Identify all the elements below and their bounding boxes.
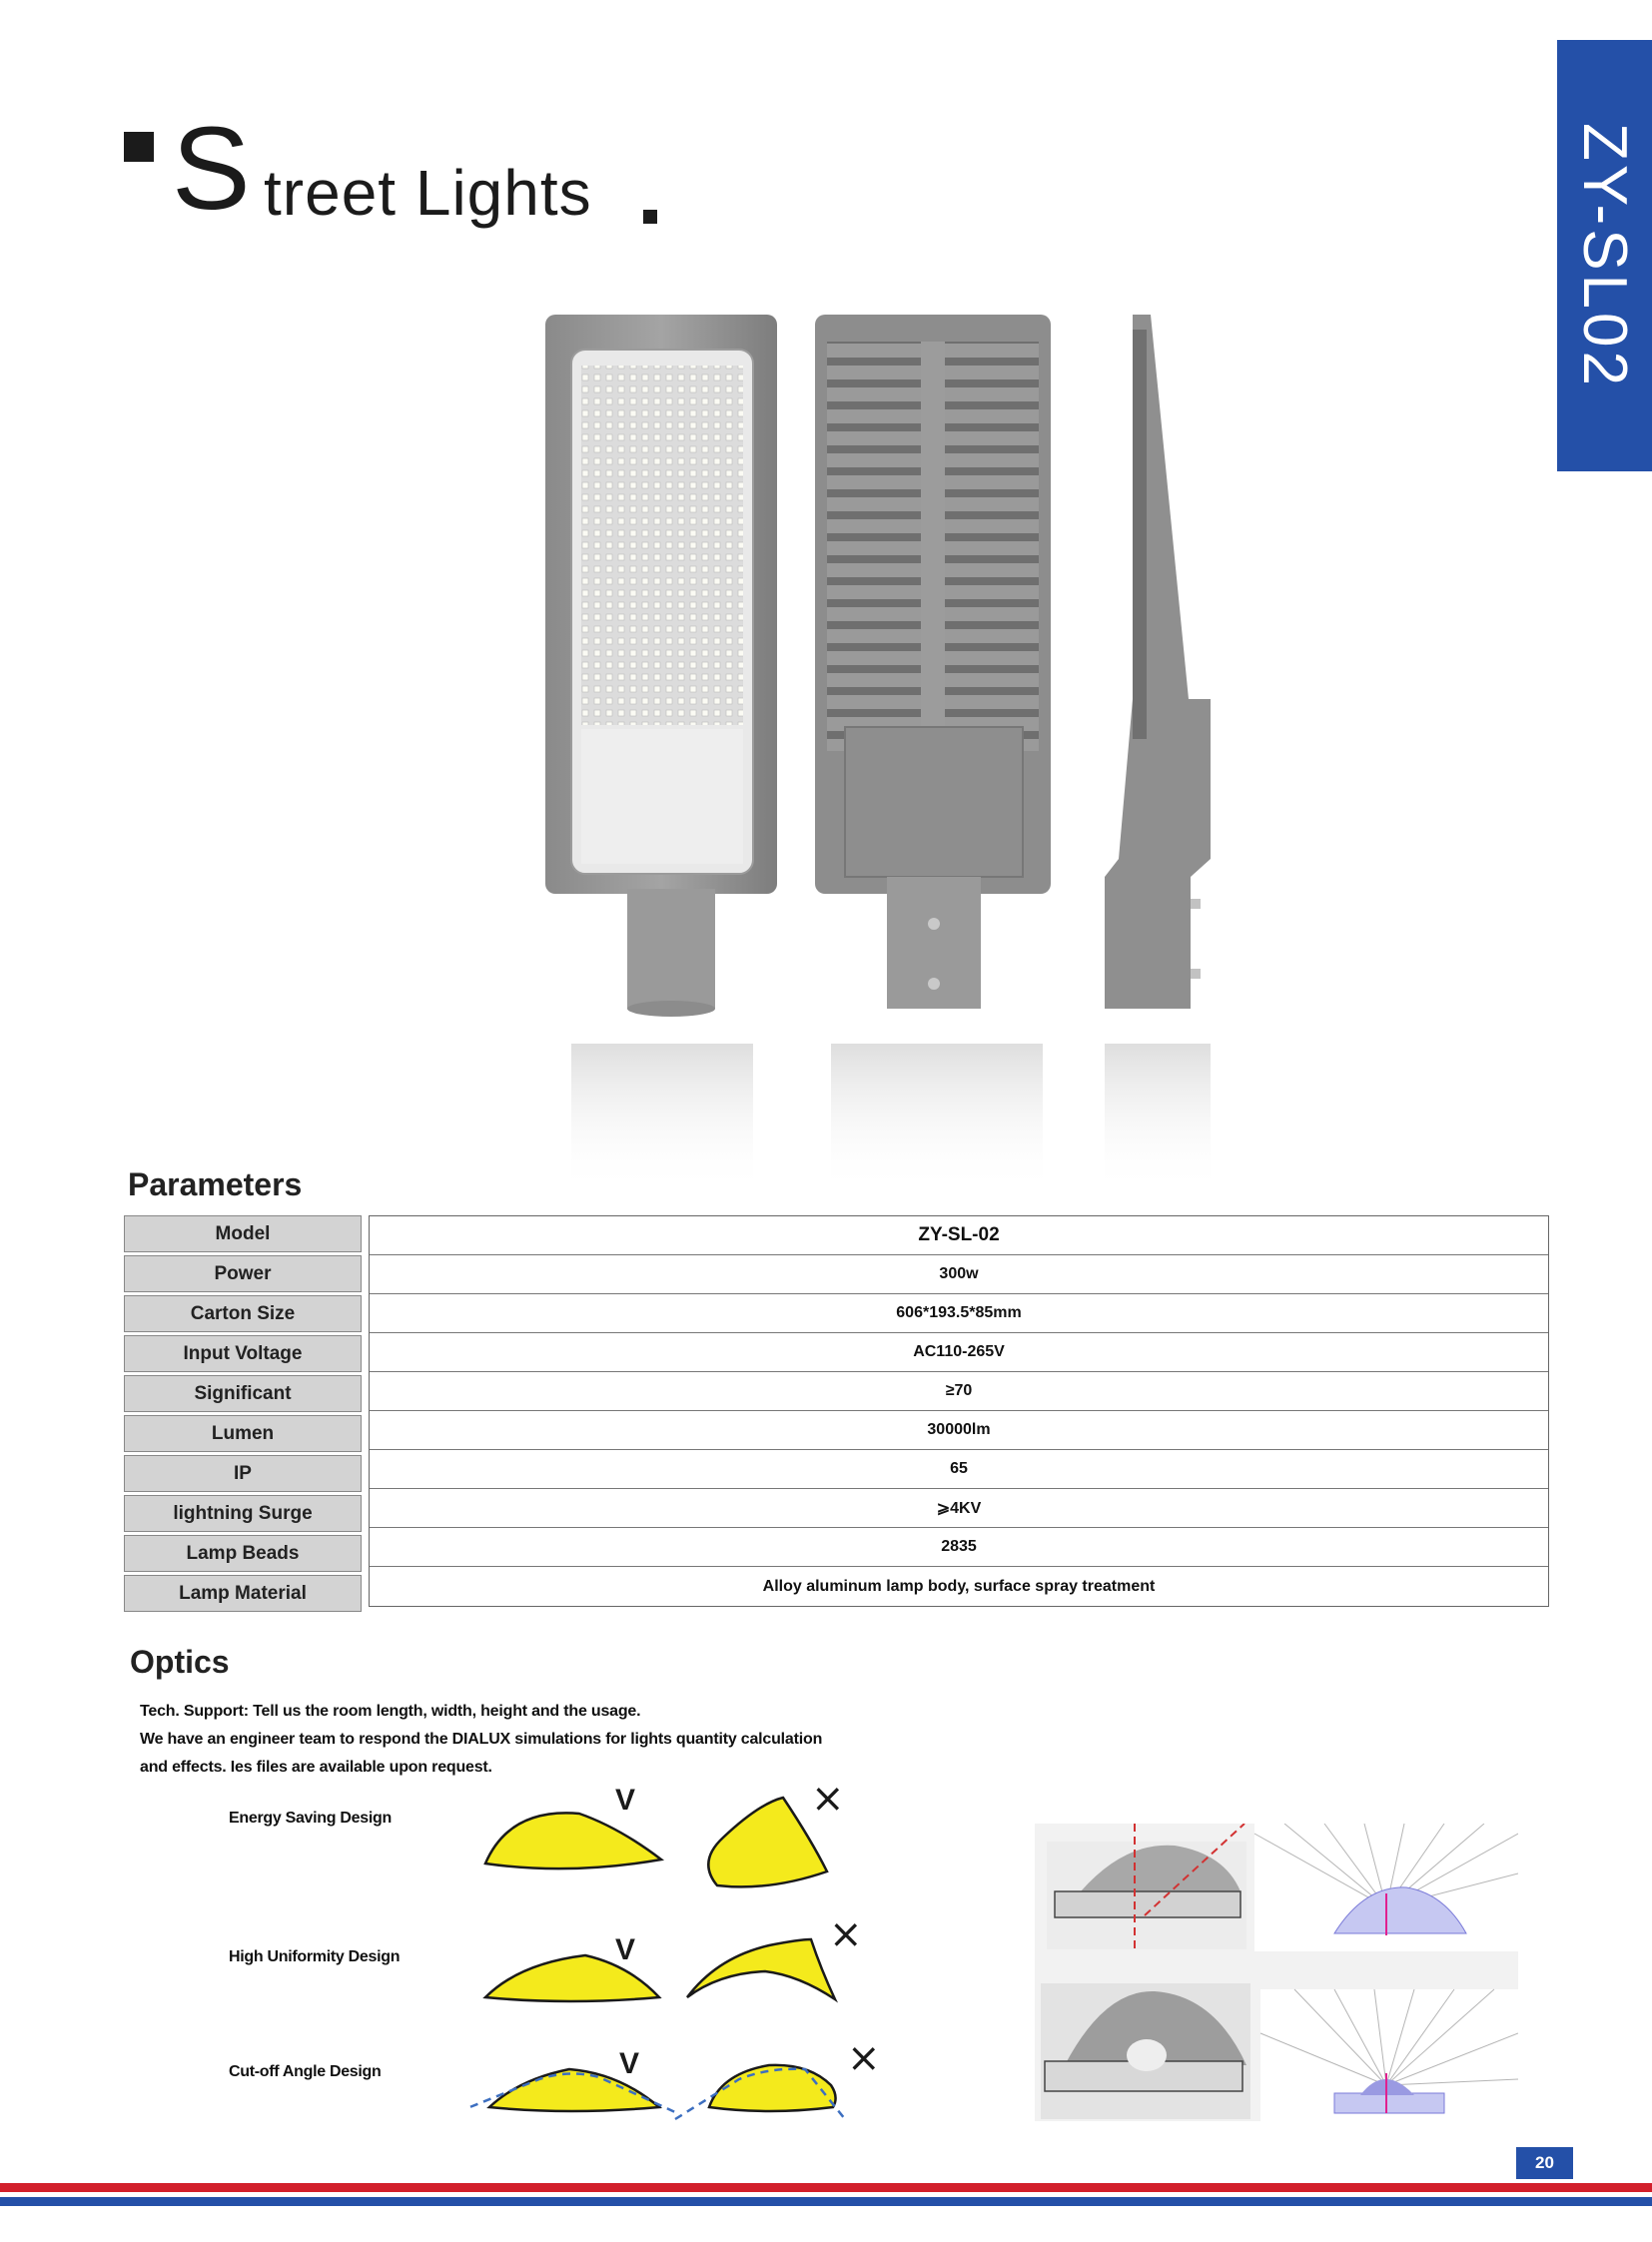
optics-heading: Optics: [130, 1644, 230, 1680]
title-square-mark: [124, 132, 154, 162]
parameter-labels-column: [124, 1215, 362, 1615]
param-label-power: Power: [124, 1255, 362, 1292]
energy-saving-bad-beam: [708, 1798, 827, 1886]
optics-text-line: We have an engineer team to respond the DIALUX simulations for lights quantity calculation: [140, 1731, 823, 1748]
page-title: [124, 103, 683, 240]
dialux-simulation-images: [1035, 1824, 1518, 2121]
optics-beam-diagrams: [469, 1768, 909, 2137]
optics-text-line: Tech. Support: Tell us the room length, width, height and the usage.: [140, 1703, 641, 1720]
title-text: treet Lights: [264, 157, 592, 229]
page-number: 20: [1516, 2147, 1573, 2179]
lamp-front-view: [545, 315, 777, 1193]
high-uniformity-check-mark: V: [615, 1933, 636, 1966]
cut-off-angle-label: Cut-off Angle Design: [229, 2063, 382, 2080]
parameter-values-table: [369, 1215, 1549, 1607]
param-label-lamp-material: Lamp Material: [124, 1575, 362, 1612]
energy-saving-label: Energy Saving Design: [229, 1810, 392, 1827]
cut-off-cross-mark: ×: [847, 2035, 881, 2081]
high-uniformity-bad-beam: [687, 1939, 835, 1999]
param-label-lumen: Lumen: [124, 1415, 362, 1452]
sim-ray-trace-bottom: [1260, 1989, 1518, 2121]
parameters-heading: Parameters: [128, 1166, 303, 1202]
param-label-lightning-surge: lightning Surge: [124, 1495, 362, 1532]
param-value-power: 300w: [370, 1255, 1548, 1294]
lamp-side-view: [1105, 315, 1211, 1193]
param-label-lamp-beads: Lamp Beads: [124, 1535, 362, 1572]
cut-off-check-mark: V: [619, 2047, 640, 2080]
param-value-lumen: 30000lm: [370, 1411, 1548, 1450]
param-value-lightning-surge: ⩾4KV: [370, 1489, 1548, 1528]
title-initial: S: [172, 103, 251, 235]
sim-ray-trace-top: [1254, 1824, 1518, 1951]
title-dot-mark: [643, 210, 657, 224]
param-label-significant: Significant: [124, 1375, 362, 1412]
param-value-lamp-beads: 2835: [370, 1528, 1548, 1567]
energy-saving-good-beam: [485, 1813, 661, 1868]
energy-saving-cross-mark: ×: [811, 1776, 845, 1822]
param-label-ip: IP: [124, 1455, 362, 1492]
param-label-carton-size: Carton Size: [124, 1295, 362, 1332]
optics-text-line: and effects. Ies files are available upon request.: [140, 1759, 492, 1776]
param-label-model: Model: [124, 1215, 362, 1252]
model-banner: [1557, 40, 1652, 471]
footer-stripes: [0, 2183, 1652, 2207]
param-value-lamp-material: Alloy aluminum lamp body, surface spray treatment: [762, 1577, 1156, 1595]
lamp-back-view: [815, 315, 1051, 1193]
high-uniformity-label: High Uniformity Design: [229, 1948, 401, 1965]
param-label-input-voltage: Input Voltage: [124, 1335, 362, 1372]
param-value-significant: ≥70: [370, 1372, 1548, 1411]
param-value-carton-size: 606*193.5*85mm: [370, 1294, 1548, 1333]
high-uniformity-cross-mark: ×: [829, 1911, 863, 1957]
sim-cross-section-top: [1047, 1824, 1246, 1951]
cut-off-bad-beam: [709, 2065, 836, 2111]
sim-cross-section-bottom: [1041, 1983, 1250, 2119]
model-banner-text: ZY-SL02: [1570, 122, 1640, 389]
energy-saving-check-mark: V: [615, 1784, 636, 1817]
param-value-model: ZY-SL-02: [370, 1216, 1548, 1255]
product-photos: [519, 300, 1239, 1208]
param-value-ip: 65: [370, 1450, 1548, 1489]
param-value-input-voltage: AC110-265V: [370, 1333, 1548, 1372]
